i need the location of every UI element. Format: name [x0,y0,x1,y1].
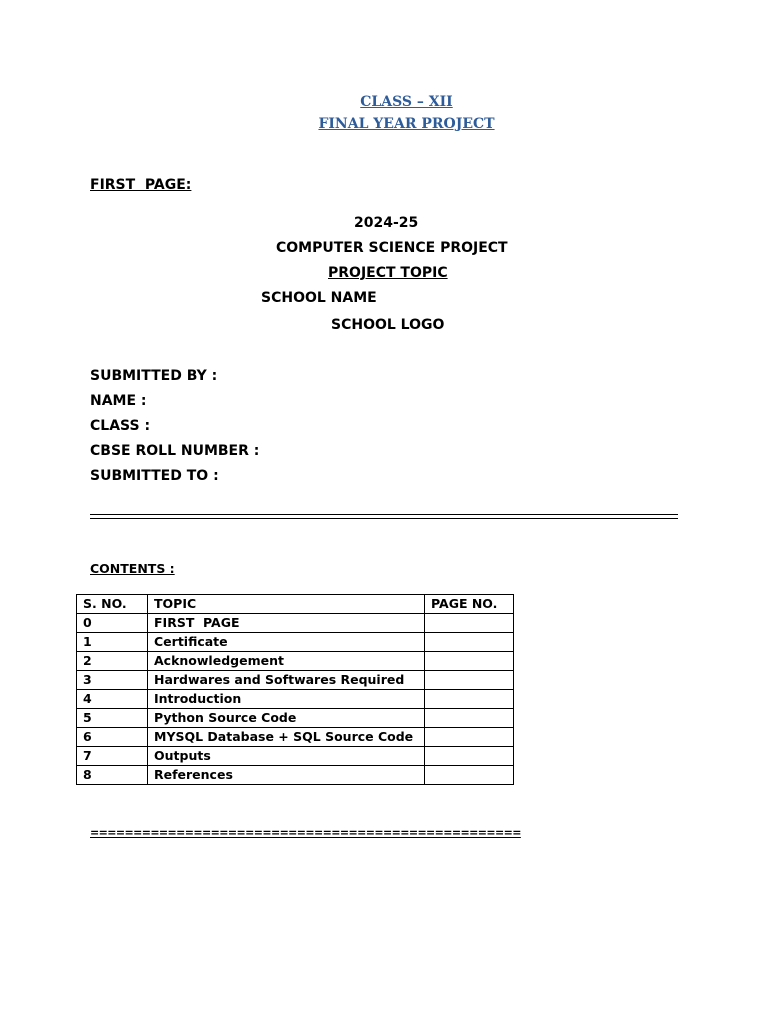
table-row [77,709,514,728]
table-row [77,671,514,690]
row-page-no [425,728,514,747]
name-label: NAME : [90,393,147,409]
submitted-by-label: SUBMITTED BY : [90,368,218,384]
table-row [77,766,514,785]
row-sno: 0 [77,614,148,633]
table-row [77,652,514,671]
row-sno: 3 [77,671,148,690]
row-topic: Acknowledgement [148,652,425,671]
table-row [77,747,514,766]
equals-separator: ================================================== [90,826,521,839]
row-sno: 5 [77,709,148,728]
submitted-to-label: SUBMITTED TO : [90,468,219,484]
double-divider [90,514,678,519]
table-row [77,614,514,633]
row-page-no [425,766,514,785]
class-label: CLASS : [90,418,151,434]
row-topic: Outputs [148,747,425,766]
contents-table [76,594,514,785]
row-topic: Python Source Code [148,709,425,728]
table-row [77,728,514,747]
row-page-no [425,709,514,728]
project-heading: FINAL YEAR PROJECT [318,116,495,132]
school-logo: SCHOOL LOGO [331,317,445,333]
row-topic: Hardwares and Softwares Required [148,671,425,690]
project-title: COMPUTER SCIENCE PROJECT [276,240,508,256]
row-page-no [425,633,514,652]
row-page-no [425,747,514,766]
school-name: SCHOOL NAME [261,290,377,306]
first-page-label: FIRST PAGE: [90,177,192,193]
contents-label: CONTENTS : [90,561,175,576]
row-topic: Certificate [148,633,425,652]
table-header-row [77,595,514,614]
row-sno: 1 [77,633,148,652]
row-topic: MYSQL Database + SQL Source Code [148,728,425,747]
year-text: 2024-25 [354,215,419,231]
row-sno: 2 [77,652,148,671]
row-sno: 8 [77,766,148,785]
row-page-no [425,652,514,671]
table-row [77,633,514,652]
row-topic: References [148,766,425,785]
row-sno: 6 [77,728,148,747]
row-page-no [425,690,514,709]
table-row [77,690,514,709]
project-topic: PROJECT TOPIC [328,265,448,281]
header-page-no: PAGE NO. [425,595,514,614]
row-topic: FIRST PAGE [148,614,425,633]
header-sno: S. NO. [77,595,148,614]
header-topic: TOPIC [148,595,425,614]
roll-number-label: CBSE ROLL NUMBER : [90,443,260,459]
row-topic: Introduction [148,690,425,709]
class-heading: CLASS – XII [360,94,453,110]
row-sno: 7 [77,747,148,766]
row-page-no [425,671,514,690]
row-sno: 4 [77,690,148,709]
row-page-no [425,614,514,633]
